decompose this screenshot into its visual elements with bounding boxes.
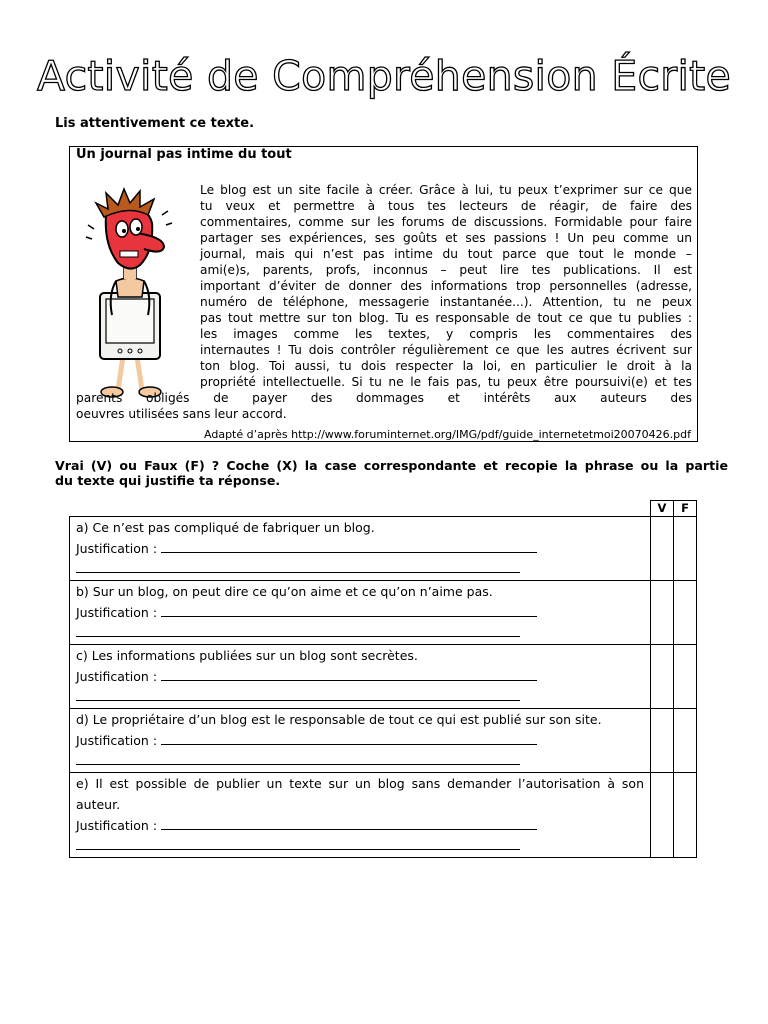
- text-line: numéro de téléphone, messagerie instantanée...). Attention, tu ne peux: [200, 295, 692, 309]
- checkbox-false[interactable]: [674, 517, 697, 581]
- true-false-table: [69, 500, 697, 858]
- reading-text-box: [69, 146, 698, 442]
- question-text: e) Il est possible de publier un texte sur un blog sans demander l’autorisation à son: [76, 776, 644, 791]
- question-instruction-line: du texte qui justifie ta réponse.: [55, 473, 281, 488]
- justification-answer-line[interactable]: [76, 559, 520, 573]
- question-instruction: [55, 458, 728, 488]
- checkbox-false[interactable]: [674, 581, 697, 645]
- justification-label: Justification :: [76, 733, 158, 748]
- reading-instruction: Lis attentivement ce texte.: [55, 116, 255, 131]
- text-line: tu veux et permettre à tous tes lecteurs de réagir, de faire des: [200, 199, 692, 213]
- text-line: internautes ! Tu dois contrôler régulièrement ce que les autres écrivent sur: [200, 343, 692, 357]
- checkbox-true[interactable]: [651, 517, 674, 581]
- text-line: propriété intellectuelle. Si tu ne le fais pas, tu peux être poursuivi(e) et tes: [200, 375, 692, 389]
- text-line: ami(e)s, parents, profs, inconnus – peut lire tes publications. Il est: [200, 263, 692, 277]
- justification-answer-line[interactable]: [76, 836, 520, 850]
- justification-label: Justification :: [76, 605, 158, 620]
- text-line: partager ses expériences, ses goûts et ses passions ! Un peu comme un: [200, 231, 692, 245]
- checkbox-false[interactable]: [674, 773, 697, 858]
- text-line: journal, mais qui n’est pas intime du tout parce que tout le monde –: [200, 247, 692, 261]
- question-text: c) Les informations publiées sur un blog sont secrètes.: [76, 648, 418, 663]
- justification-answer-line[interactable]: [161, 539, 537, 553]
- text-title: Un journal pas intime du tout: [76, 147, 292, 162]
- table-row: [70, 581, 697, 645]
- justification-answer-line[interactable]: [161, 603, 537, 617]
- checkbox-false[interactable]: [674, 709, 697, 773]
- justification-label: Justification :: [76, 818, 158, 833]
- question-text: auteur.: [76, 797, 121, 812]
- text-line: ton blog. Toi aussi, tu dois respecter la loi, en particulier le droit à la: [200, 359, 692, 373]
- text-line: pas tout mettre sur ton blog. Tu es responsable de tout ce que tu publies :: [200, 311, 692, 325]
- justification-answer-line[interactable]: [76, 751, 520, 765]
- text-line: parents obligés de payer des dommages et intérêts aux auteurs des: [76, 391, 692, 405]
- justification-label: Justification :: [76, 669, 158, 684]
- checkbox-true[interactable]: [651, 645, 674, 709]
- text-line: oeuvres utilisées sans leur accord.: [76, 407, 287, 421]
- checkbox-false[interactable]: [674, 645, 697, 709]
- table-row: [70, 773, 697, 858]
- justification-answer-line[interactable]: [76, 687, 520, 701]
- question-text: a) Ce n’est pas compliqué de fabriquer un blog.: [76, 520, 375, 535]
- text-line: les images comme les textes, y compris les commentaires des: [200, 327, 692, 341]
- justification-answer-line[interactable]: [76, 623, 520, 637]
- column-header-f: F: [674, 501, 697, 517]
- question-text: b) Sur un blog, on peut dire ce qu’on aime et ce qu’on n’aime pas.: [76, 584, 493, 599]
- question-text: d) Le propriétaire d’un blog est le responsable de tout ce qui est publié sur son site.: [76, 712, 602, 727]
- text-line: important d’éviter de donner des informations trop personnelles (adresse,: [200, 279, 692, 293]
- cartoon-boy-illustration: [78, 185, 190, 400]
- justification-answer-line[interactable]: [161, 816, 537, 830]
- justification-answer-line[interactable]: [161, 667, 537, 681]
- text-line: commentaires, comme sur les forums de discussions. Formidable pour faire: [200, 215, 692, 229]
- page-title: Activité de Compréhension Écrite: [36, 52, 732, 100]
- question-instruction-line: Vrai (V) ou Faux (F) ? Coche (X) la case correspondante et recopie la phrase ou la partie: [55, 458, 728, 473]
- checkbox-true[interactable]: [651, 773, 674, 858]
- checkbox-true[interactable]: [651, 709, 674, 773]
- checkbox-true[interactable]: [651, 581, 674, 645]
- justification-answer-line[interactable]: [161, 731, 537, 745]
- table-row: [70, 517, 697, 581]
- column-header-v: V: [651, 501, 674, 517]
- table-row: [70, 645, 697, 709]
- source-citation: Adapté d’après http://www.foruminternet.org/IMG/pdf/guide_internetetmoi20070426.pdf: [204, 428, 691, 441]
- justification-label: Justification :: [76, 541, 158, 556]
- text-line: Le blog est un site facile à créer. Grâce à lui, tu peux t’exprimer sur ce que: [200, 183, 692, 197]
- table-row: [70, 709, 697, 773]
